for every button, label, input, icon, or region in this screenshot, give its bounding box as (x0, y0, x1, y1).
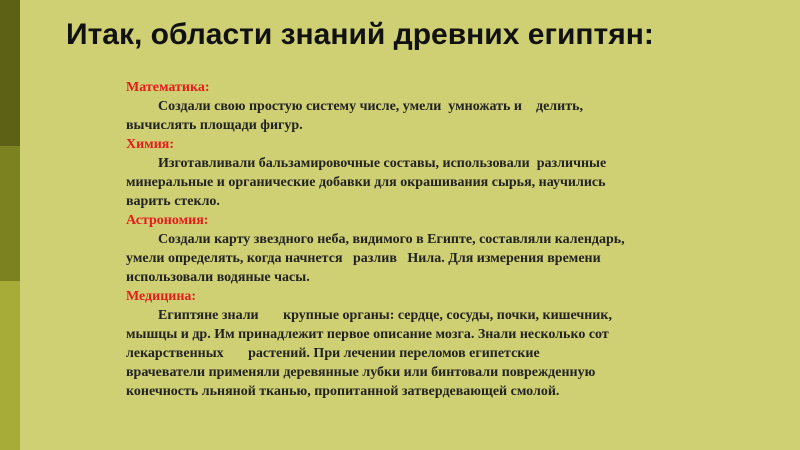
section-medicine (126, 287, 726, 401)
section-text-line: врачеватели применяли деревянные лубки или бинтовали поврежденную (126, 365, 596, 380)
section-text-line: Создали карту звездного неба, видимого в Египте, составляли календарь, (158, 232, 625, 247)
section-text-line: Создали свою простую систему числе, умели умножать и делить, (158, 99, 583, 114)
side-accent-bar-middle (0, 146, 20, 281)
side-accent-bar-top (0, 0, 20, 146)
section-text-line: конечность льняной тканью, пропитанной затвердевающей смолой. (126, 384, 560, 399)
section-text-line: мышцы и др. Им принадлежит первое описание мозга. Знали несколько сот (126, 327, 609, 342)
slide-body (126, 78, 726, 401)
section-text-line: умели определять, когда начнется разлив Нила. Для измерения времени (126, 251, 601, 266)
section-astronomy (126, 211, 726, 287)
section-text-line: лекарственных растений. При лечении переломов египетские (126, 346, 540, 361)
section-heading: Химия: (126, 137, 175, 152)
section-text-line: Изготавливали бальзамировочные составы, использовали различные (158, 156, 607, 171)
section-heading: Медицина: (126, 289, 197, 304)
section-heading: Астрономия: (126, 213, 209, 228)
section-text-line: варить стекло. (126, 194, 220, 209)
section-text-line: вычислять площади фигур. (126, 118, 303, 133)
side-accent-bar-bottom (0, 281, 20, 450)
section-text-line: Египтяне знали крупные органы: сердце, сосуды, почки, кишечник, (158, 308, 612, 323)
section-text-line: минеральные и органические добавки для окрашивания сырья, научились (126, 175, 606, 190)
section-chemistry (126, 135, 726, 211)
section-text-line: использовали водяные часы. (126, 270, 310, 285)
slide-title: Итак, области знаний древних египтян: (66, 18, 654, 51)
section-heading: Математика: (126, 80, 210, 95)
section-mathematics (126, 78, 726, 135)
